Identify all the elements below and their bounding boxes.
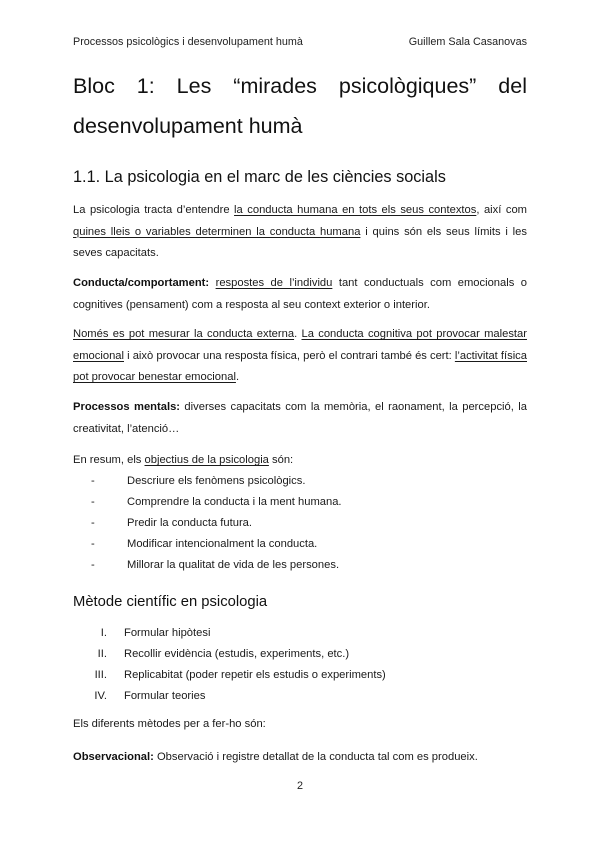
list-item: III. Replicabitat (poder repetir els estudis o experiments) bbox=[73, 664, 527, 685]
title-word: 1: bbox=[136, 74, 155, 98]
title-line-2: desenvolupament humà bbox=[73, 114, 303, 138]
title-line-1 bbox=[73, 66, 527, 106]
title-word: psicològiques” bbox=[338, 74, 477, 98]
header-course: Processos psicològics i desenvolupament humà bbox=[73, 36, 303, 48]
metodes-intro: Els diferents mètodes per a fer-ho són: bbox=[73, 718, 266, 730]
underlined-text: objectius de la psicologia bbox=[144, 454, 269, 466]
page-number: 2 bbox=[296, 780, 303, 792]
term-label: Conducta/comportament: bbox=[73, 277, 210, 289]
list-item: IV. Formular teories bbox=[73, 685, 527, 706]
dash-bullet: - bbox=[91, 516, 95, 529]
underlined-text: respostes de l’individu bbox=[215, 277, 333, 289]
list-item: - Comprendre la conducta i la ment humana. bbox=[73, 491, 527, 512]
list-item: - Predir la conducta futura. bbox=[73, 512, 527, 533]
header-author: Guillem Sala Casanovas bbox=[408, 36, 527, 48]
intro-paragraph: La psicologia tracta d’entendre la conducta humana en tots els seus contextos, així com quines lleis o variables determinen la conducta humana i quins són els seus límits i les seves capacitats. bbox=[73, 204, 528, 259]
underlined-text: quines lleis o variables determinen la conducta humana bbox=[73, 225, 361, 238]
dash-bullet: - bbox=[91, 558, 95, 571]
conducta-paragraph: Conducta/comportament: respostes de l’individu tant conductuals com emocionals o cognitives (pensament) com a resposta al seu context exterior o interior. bbox=[73, 277, 527, 311]
dash-bullet: - bbox=[91, 537, 95, 550]
objectives-list bbox=[73, 470, 527, 575]
list-item: - Millorar la qualitat de vida de les persones. bbox=[73, 554, 527, 575]
roman-numeral: I. bbox=[100, 626, 107, 639]
resum-paragraph: En resum, els objectius de la psicologia són: bbox=[73, 454, 294, 466]
roman-numeral: IV. bbox=[94, 689, 107, 702]
list-item: - Descriure els fenòmens psicològics. bbox=[73, 470, 527, 491]
underlined-text: La conducta cognitiva pot provocar malestar emocional bbox=[73, 328, 527, 362]
section-heading: 1.1. La psicologia en el marc de les ciències socials bbox=[73, 168, 446, 186]
title-word: Bloc bbox=[73, 74, 115, 98]
title-word: del bbox=[498, 74, 527, 98]
page-title bbox=[73, 66, 527, 146]
underlined-text: la conducta humana en tots els seus contextos bbox=[234, 204, 477, 216]
page-header bbox=[73, 36, 527, 48]
term-label: Observacional: bbox=[73, 751, 154, 763]
method-steps-list bbox=[73, 622, 527, 706]
list-item: I. Formular hipòtesi bbox=[73, 622, 527, 643]
term-label: Processos mentals: bbox=[73, 401, 181, 413]
dash-bullet: - bbox=[91, 495, 95, 508]
observacional-paragraph: Observacional: Observació i registre detallat de la conducta tal com es produeix. bbox=[73, 751, 478, 763]
list-item: - Modificar intencionalment la conducta. bbox=[73, 533, 527, 554]
roman-numeral: II. bbox=[97, 647, 107, 660]
subsection-heading: Mètode científic en psicologia bbox=[73, 594, 268, 610]
underlined-text: l’activitat física pot provocar benestar emocional bbox=[73, 349, 527, 383]
underlined-text: Només es pot mesurar la conducta externa bbox=[73, 328, 295, 340]
title-word: Les bbox=[176, 74, 212, 98]
processos-paragraph: Processos mentals: diverses capacitats com la memòria, el raonament, la percepció, la creativitat, l’atenció… bbox=[73, 401, 527, 435]
mesura-paragraph: Només es pot mesurar la conducta externa. La conducta cognitiva pot provocar malestar emocional i això provocar una resposta física, però el contrari també és cert: l’activitat física pot provocar benestar emocional. bbox=[73, 328, 527, 383]
roman-numeral: III. bbox=[94, 668, 107, 681]
title-word: “mirades bbox=[233, 74, 317, 98]
list-item: II. Recollir evidència (estudis, experiments, etc.) bbox=[73, 643, 527, 664]
dash-bullet: - bbox=[91, 474, 95, 487]
